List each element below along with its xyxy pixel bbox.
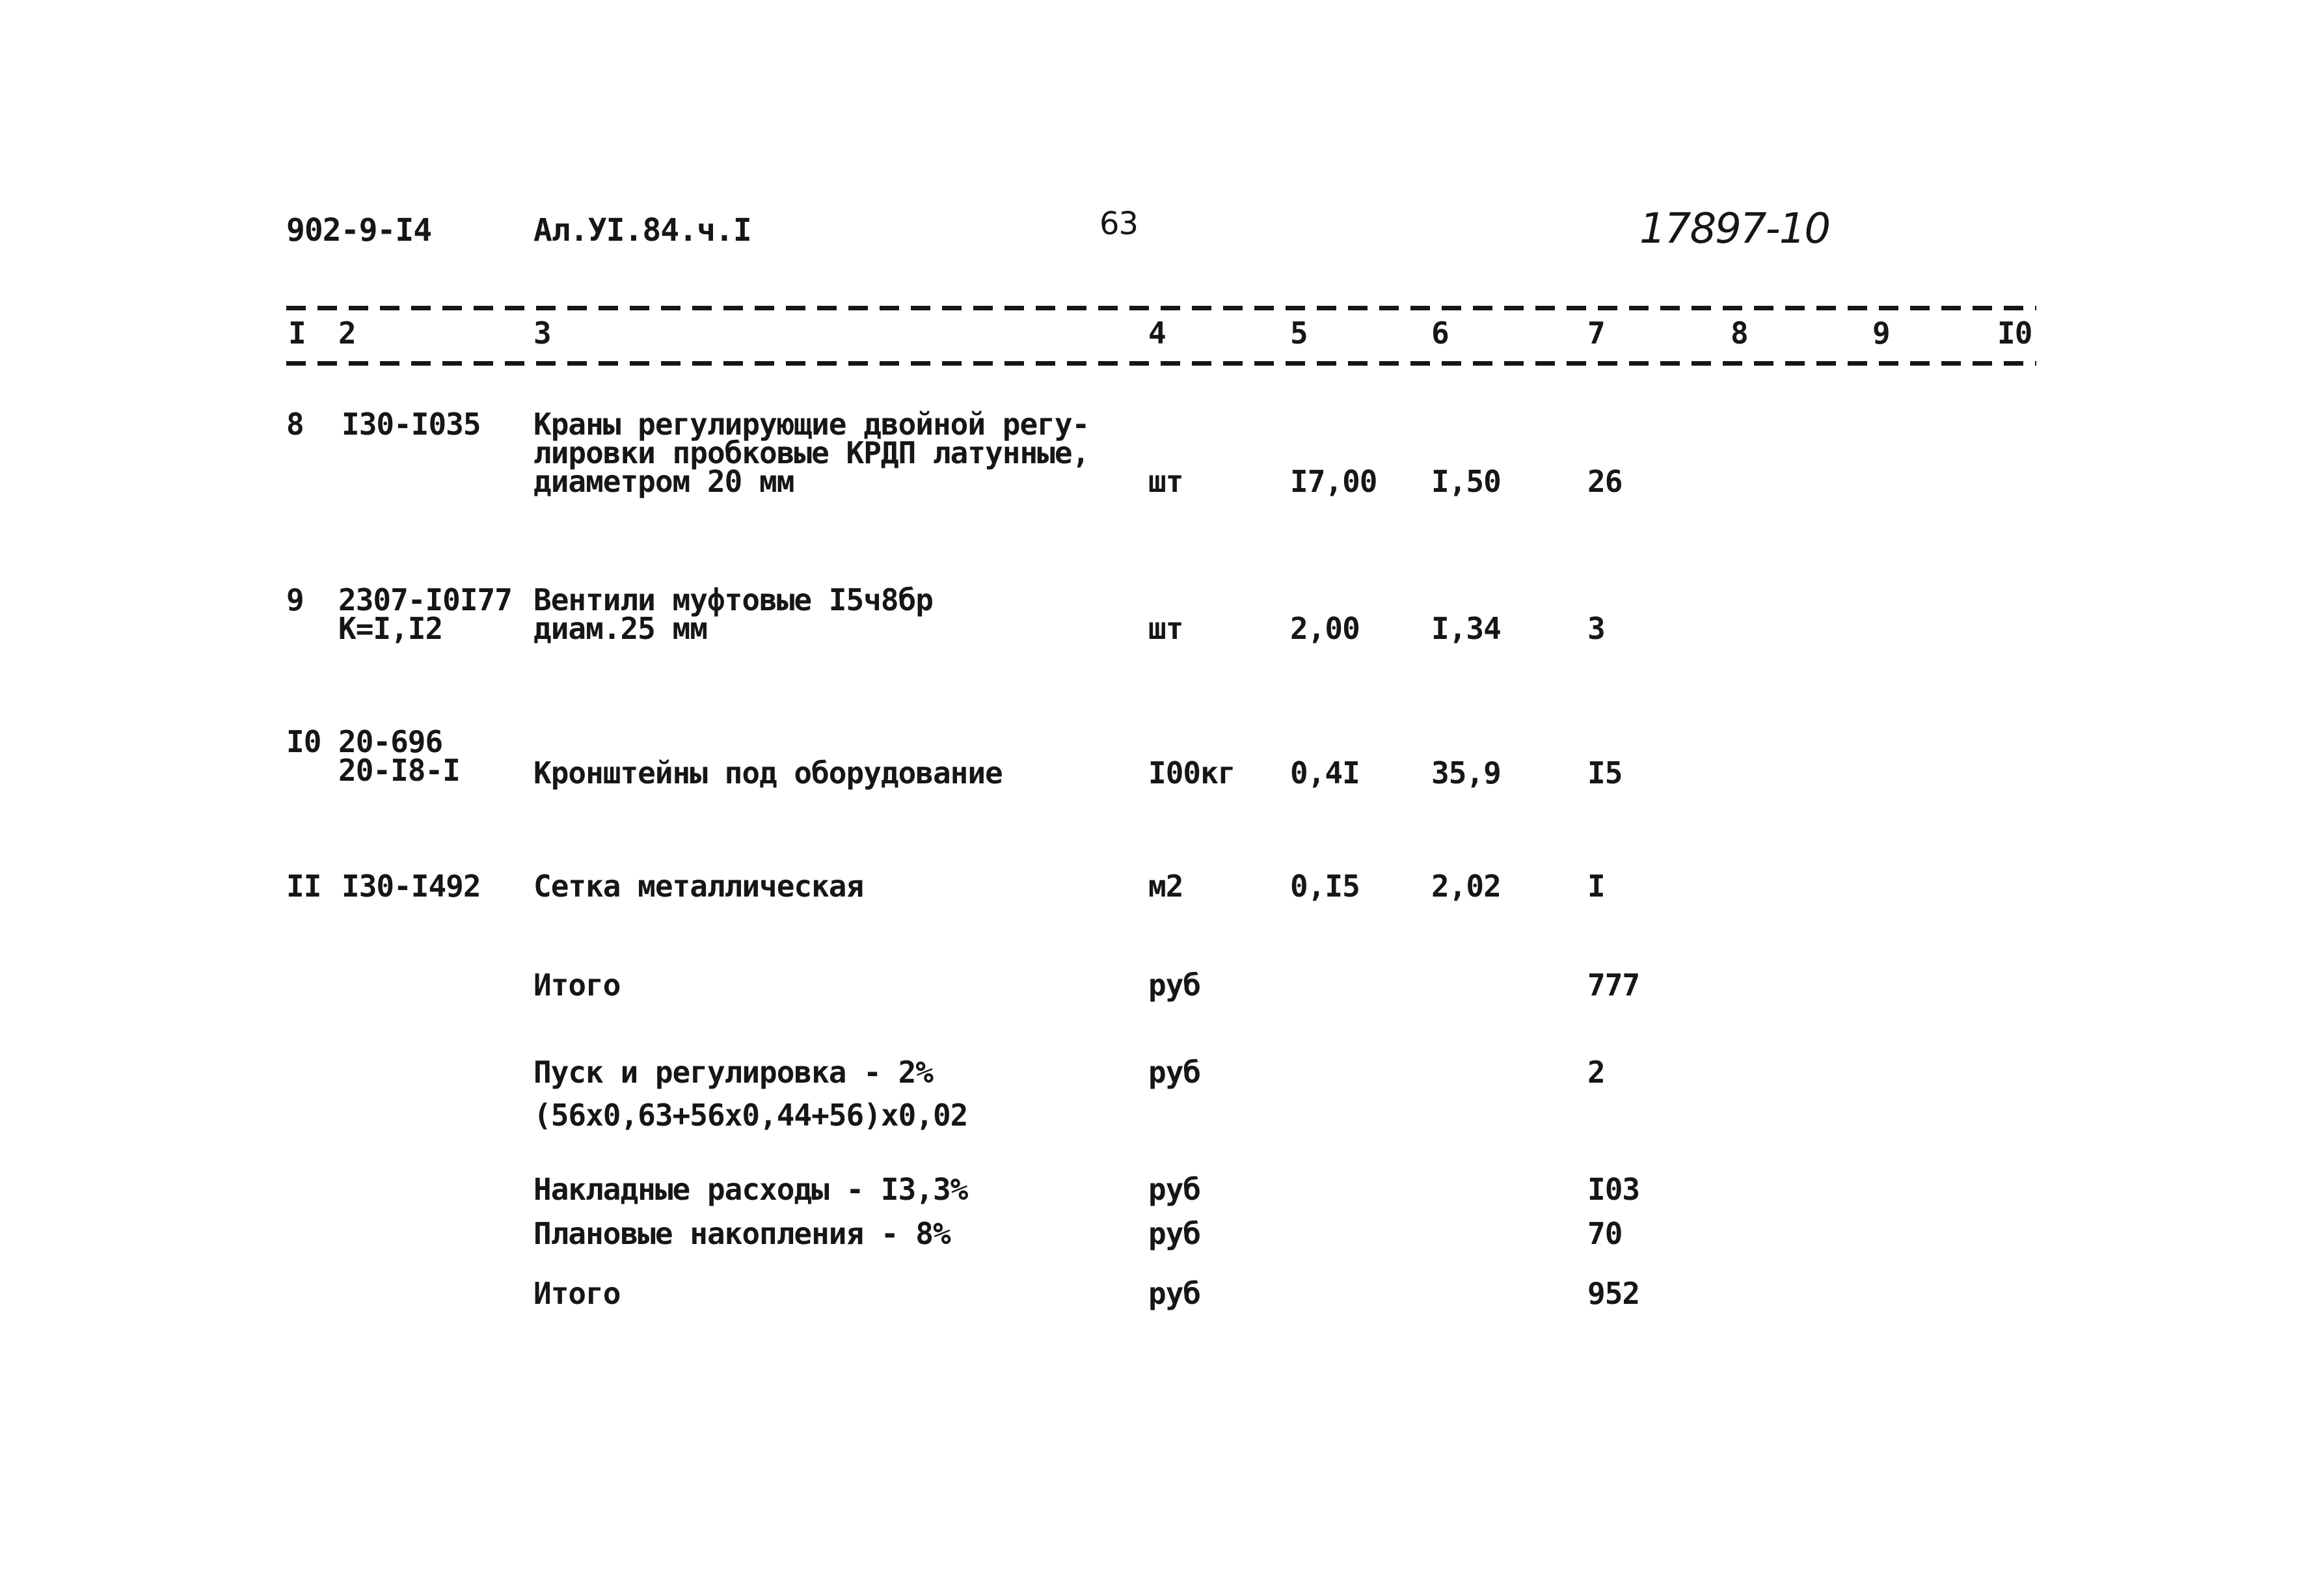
unit: шт — [1148, 464, 1183, 499]
summary-unit: руб — [1148, 1216, 1201, 1251]
rate-code: I30-I492 — [342, 869, 481, 904]
rate-code: I30-I035 — [342, 407, 481, 442]
unit-price: I,34 — [1431, 611, 1501, 646]
item-description-line: диам.25 мм — [533, 611, 707, 646]
row-total: 26 — [1587, 464, 1623, 499]
column-number: 5 — [1290, 316, 1308, 351]
item-description-line: Краны регулирующие двойной регу- — [533, 407, 1090, 442]
page-number: 63 — [1099, 206, 1139, 242]
quantity: 0,4I — [1290, 755, 1360, 791]
column-number: I — [288, 316, 306, 351]
summary-total: 2 — [1587, 1055, 1605, 1090]
summary-total: I03 — [1587, 1172, 1640, 1207]
summary-unit: руб — [1148, 1055, 1201, 1090]
rate-code: 2307-I0I77 — [338, 582, 512, 617]
summary-unit: руб — [1148, 967, 1201, 1003]
unit: м2 — [1148, 869, 1183, 904]
document-code: 902-9-I4 — [286, 212, 432, 249]
summary-unit: руб — [1148, 1276, 1201, 1311]
unit-price: I,50 — [1431, 464, 1501, 499]
row-total: 3 — [1587, 611, 1605, 646]
item-description-line: лировки пробковые КРДП латунные, — [533, 435, 1090, 470]
column-number: 4 — [1148, 316, 1166, 351]
rate-code: 20-I8-I — [338, 753, 460, 788]
column-number: 8 — [1731, 316, 1748, 351]
row-number: 9 — [286, 582, 304, 617]
summary-total: 777 — [1587, 967, 1640, 1003]
summary-label: Плановые накопления - 8% — [533, 1216, 950, 1251]
summary-total: 70 — [1587, 1216, 1623, 1251]
row-number: II — [286, 869, 321, 904]
row-number: 8 — [286, 407, 304, 442]
unit: шт — [1148, 611, 1183, 646]
row-total: I5 — [1587, 755, 1623, 791]
item-description-line: Кронштейны под оборудование — [533, 755, 1003, 791]
summary-label: Итого — [533, 967, 621, 1003]
summary-label: Накладные расходы - I3,3% — [533, 1172, 968, 1207]
summary-formula: (56х0,63+56х0,44+56)х0,02 — [533, 1098, 968, 1133]
rate-code: 20-696 — [338, 724, 443, 759]
item-description-line: Сетка металлическая — [533, 869, 864, 904]
header-top-dashed-rule — [286, 306, 2036, 310]
column-number: 7 — [1587, 316, 1605, 351]
item-description-line: диаметром 20 мм — [533, 464, 794, 499]
summary-total: 952 — [1587, 1276, 1640, 1311]
summary-label: Итого — [533, 1276, 621, 1311]
row-number: I0 — [286, 724, 321, 759]
unit: I00кг — [1148, 755, 1235, 791]
column-number: 2 — [338, 316, 356, 351]
rate-coefficient: К=I,I2 — [338, 611, 443, 646]
summary-unit: руб — [1148, 1172, 1201, 1207]
handwritten-sheet-number: 17897-10 — [1639, 205, 1830, 253]
column-number: 3 — [533, 316, 551, 351]
quantity: 0,I5 — [1290, 869, 1360, 904]
quantity: 2,00 — [1290, 611, 1360, 646]
album-reference: Ал.УI.84.ч.I — [533, 212, 751, 249]
summary-label: Пуск и регулировка - 2% — [533, 1055, 933, 1090]
column-number: 6 — [1431, 316, 1449, 351]
column-number: I0 — [1997, 316, 2032, 351]
item-description-line: Вентили муфтовые I5ч8бр — [533, 582, 933, 617]
header-bottom-dashed-rule — [286, 361, 2036, 366]
quantity: I7,00 — [1290, 464, 1377, 499]
row-total: I — [1587, 869, 1605, 904]
column-number: 9 — [1872, 316, 1890, 351]
unit-price: 35,9 — [1431, 755, 1501, 791]
unit-price: 2,02 — [1431, 869, 1501, 904]
